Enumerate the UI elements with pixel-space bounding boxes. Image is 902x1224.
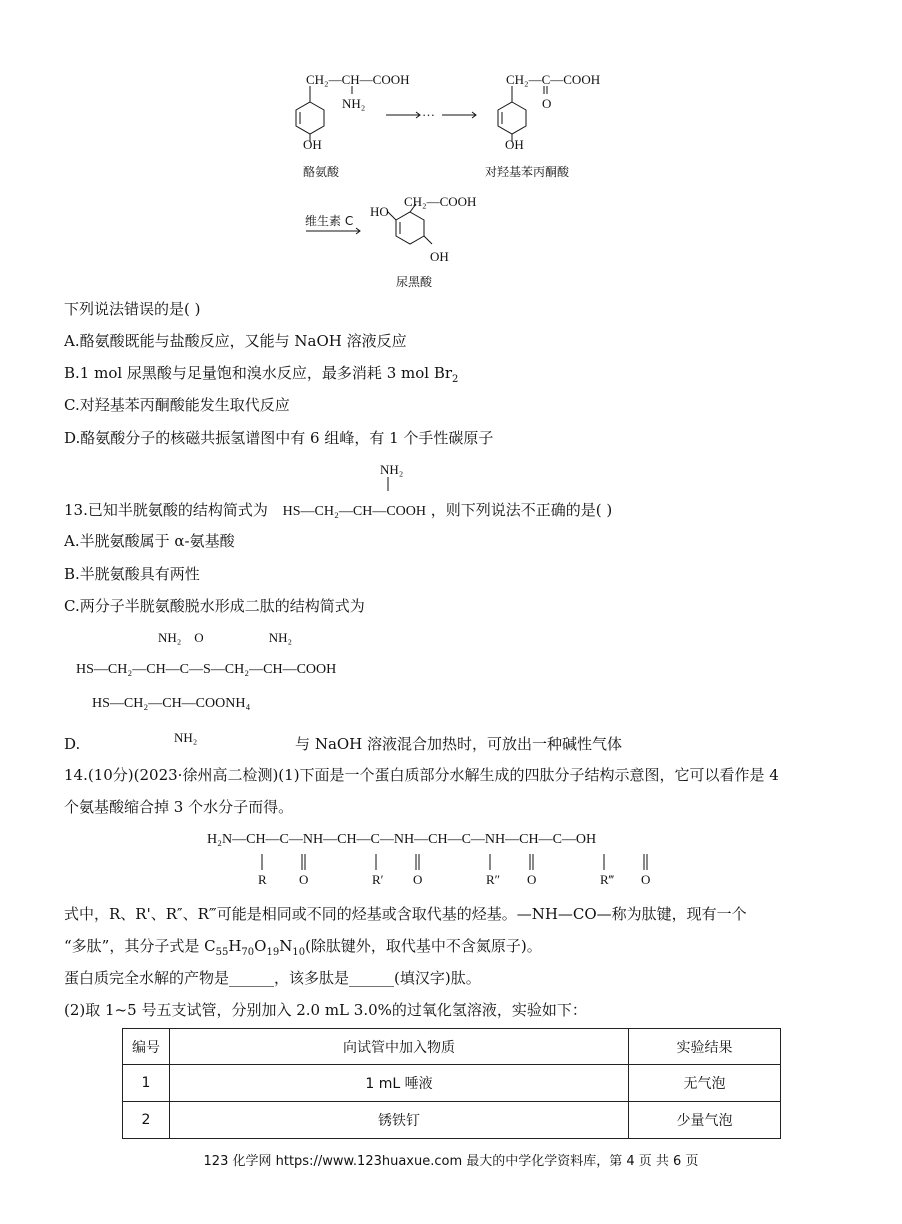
q12-option-d: D.酪氨酸分子的核磁共振氢谱图中有 6 组峰，有 1 个手性碳原子 xyxy=(64,429,494,447)
q13-option-a: A.半胱氨酸属于 α-氨基酸 xyxy=(64,532,235,550)
q14-line-1: 14.(10分)(2023·徐州高二检测)(1)下面是一个蛋白质部分水解生成的四肽分子结构示意图，它可以看作是 4 xyxy=(64,766,779,784)
carbonyl-o-4: O xyxy=(641,872,651,887)
intermediate-label: 对羟基苯丙酮酸 xyxy=(485,165,570,179)
q12-option-b xyxy=(64,363,458,390)
tyrosine-amino-group: NH₂ xyxy=(342,96,366,111)
table-header-substance: 向试管中加入物质 xyxy=(170,1029,629,1065)
table-header-row xyxy=(123,1029,781,1065)
table-header-number: 编号 xyxy=(123,1029,170,1065)
q14-line-5: 蛋白质完全水解的产物是______，该多肽是______(填汉字)肽。 xyxy=(64,969,481,987)
formula-h-label: H xyxy=(228,937,242,955)
q12-stem: 下列说法错误的是( ) xyxy=(64,300,201,318)
q13-option-d xyxy=(64,734,622,754)
formula-n-label: N xyxy=(279,937,293,955)
formula-n-count: 10 xyxy=(292,947,306,958)
homogentisic-acid-label: 尿黑酸 xyxy=(396,275,433,289)
q14-line-2: 个氨基酸缩合掉 3 个水分子而得。 xyxy=(64,798,294,816)
formula-o-label: O xyxy=(254,937,267,955)
q14-line-3: 式中，R、R'、R″、R‴可能是相同或不同的烃基或含取代基的烃基。—NH—CO—称为肽键，现有一个 xyxy=(64,905,747,923)
table-cell: 锈铁钉 xyxy=(170,1102,629,1139)
q13-option-c: C.两分子半胱氨酸脱水形成二肽的结构简式为 xyxy=(64,597,365,615)
ammonium-salt-amino: NH₂ xyxy=(174,730,198,745)
side-group-r-prime: R′ xyxy=(372,872,384,887)
q13-option-d-text: 与 NaOH 溶液混合加热时，可放出一种碱性气体 xyxy=(295,735,623,753)
formula-o-count: 19 xyxy=(266,947,280,958)
table-header-result: 实验结果 xyxy=(629,1029,781,1065)
q14-line-4-prefix: “多肽”，其分子式是 C xyxy=(64,937,216,955)
tetrapeptide-formula: H₂N—CH—C—NH—CH—C—NH—CH—C—NH—CH—C—OH xyxy=(207,832,597,847)
tyrosine-hydroxyl: OH xyxy=(303,137,322,152)
q12-option-a: A.酪氨酸既能与盐酸反应，又能与 NaOH 溶液反应 xyxy=(64,332,407,350)
intermediate-chain: CH₂—C—COOH xyxy=(506,72,601,87)
formula-h-count: 70 xyxy=(241,947,255,958)
table-cell: 无气泡 xyxy=(629,1065,781,1102)
reaction-scheme-drawing xyxy=(280,60,640,300)
q14-line-4 xyxy=(64,936,542,963)
table-cell: 1 mL 唾液 xyxy=(170,1065,629,1102)
dipeptide-formula: HS—CH₂—CH—C—S—CH₂—CH—COOH xyxy=(76,662,337,677)
side-group-r-double-prime: R″ xyxy=(486,872,501,887)
ammonium-salt-formula: HS—CH₂—CH—COONH₄ xyxy=(92,696,251,711)
carbonyl-o-3: O xyxy=(527,872,537,887)
q13-stem xyxy=(64,500,612,522)
table-cell: 2 xyxy=(123,1102,170,1139)
q14-line-6: (2)取 1~5 号五支试管，分别加入 2.0 mL 3.0%的过氧化氢溶液，实验如下： xyxy=(64,1001,587,1019)
q13-option-b: B.半胱氨酸具有两性 xyxy=(64,565,200,583)
intermediate-hydroxyl: OH xyxy=(505,137,524,152)
homogentisic-oh: OH xyxy=(430,249,449,264)
experiment-table xyxy=(122,1028,781,1139)
formula-c-count: 55 xyxy=(215,947,229,958)
side-group-r: R xyxy=(258,872,267,887)
vitamin-c-label: 维生素 C xyxy=(305,214,354,228)
q12-option-b-text: B.1 mol 尿黑酸与足量饱和溴水反应，最多消耗 3 mol Br xyxy=(64,364,453,382)
homogentisic-ho: HO xyxy=(370,204,389,219)
tyrosine-label: 酪氨酸 xyxy=(303,165,340,179)
table-cell: 1 xyxy=(123,1065,170,1102)
carbonyl-o-1: O xyxy=(299,872,309,887)
cysteine-amino-bond xyxy=(386,477,390,491)
q13-stem-prefix: 13.已知半胱氨酸的结构简式为 xyxy=(64,501,268,519)
side-group-r-triple-prime: R‴ xyxy=(600,872,615,887)
tetrapeptide-bonds xyxy=(200,850,670,874)
table-row xyxy=(123,1065,781,1102)
carbonyl-o-2: O xyxy=(413,872,423,887)
table-cell: 少量气泡 xyxy=(629,1102,781,1139)
q13-stem-suffix: ，则下列说法不正确的是( ) xyxy=(430,501,613,519)
cysteine-formula: HS—CH₂—CH—COOH xyxy=(282,504,426,519)
q12-option-b-subscript: 2 xyxy=(452,374,459,385)
q14-line-4-suffix: (除肽键外，取代基中不含氮原子)。 xyxy=(305,937,542,955)
dipeptide-top-groups: NH₂ O NH₂ xyxy=(158,630,293,645)
page-footer: 123 化学网 https://www.123huaxue.com 最大的中学化学资料库，第 4 页 共 6 页 xyxy=(203,1154,699,1169)
q12-option-c: C.对羟基苯丙酮酸能发生取代反应 xyxy=(64,396,290,414)
intermediate-oxo: O xyxy=(542,96,552,111)
tyrosine-chain: CH₂—CH—COOH xyxy=(306,72,410,87)
arrow-ellipsis: … xyxy=(422,104,435,119)
homogentisic-chain: CH₂—COOH xyxy=(404,194,477,209)
q13-option-d-label: D. xyxy=(64,735,81,753)
table-row xyxy=(123,1102,781,1139)
cysteine-amino-group: NH₂ xyxy=(380,462,404,477)
